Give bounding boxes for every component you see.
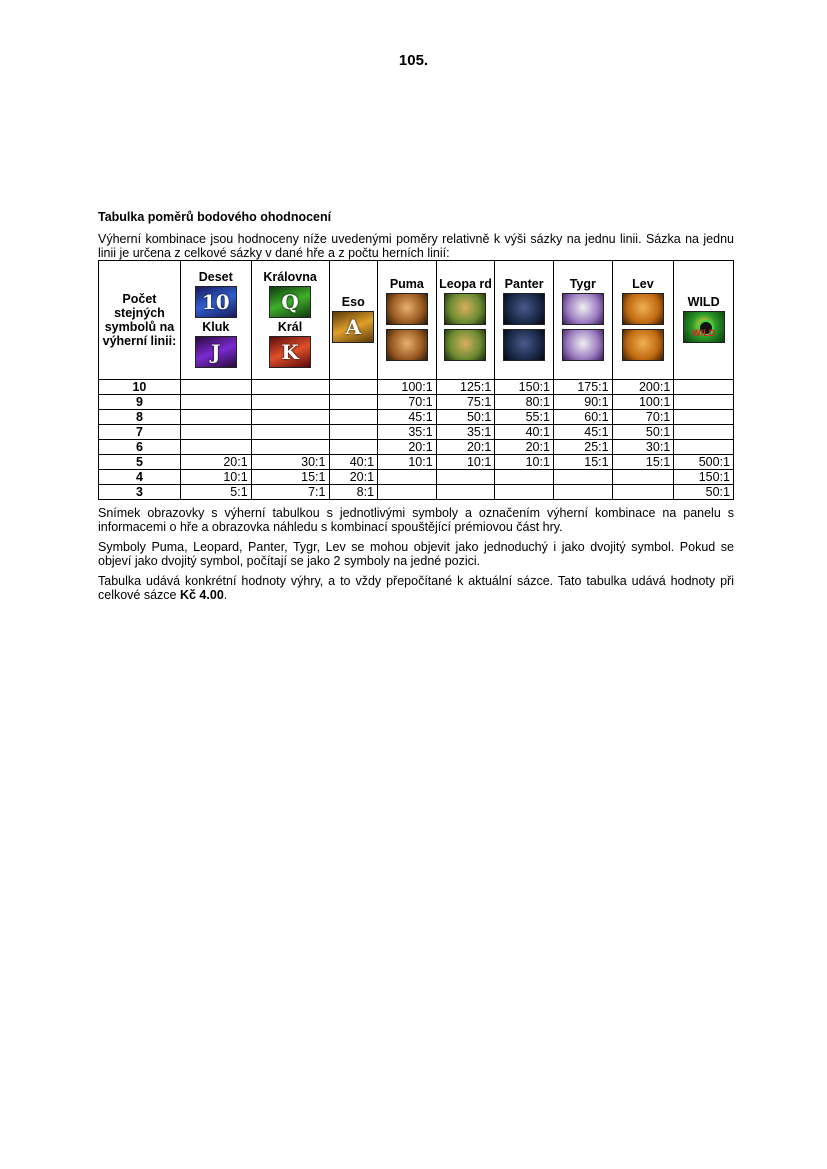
cell-puma: 35:1 [378,425,437,440]
header-kralovna: Královna [263,270,317,284]
table-row [99,485,734,500]
cell-eso [329,440,378,455]
cell-puma [378,485,437,500]
cell-deset-kluk [180,425,251,440]
cell-panter: 55:1 [495,410,554,425]
cell-deset-kluk [180,440,251,455]
header-deset-kluk [180,261,251,380]
row-count: 6 [99,440,181,455]
cell-leopard: 20:1 [436,440,495,455]
header-tygr-label: Tygr [569,277,596,291]
table-row [99,380,734,395]
cell-eso: 40:1 [329,455,378,470]
row-count: 7 [99,425,181,440]
cell-wild [674,395,734,410]
cell-tygr: 175:1 [553,380,612,395]
ten-glyph: 10 [201,290,230,314]
cell-kralovna-kral [251,380,329,395]
wild-eye-icon [683,311,725,343]
leopard-single-icon [444,293,486,325]
screenshot-paragraph: Snímek obrazovky s výherní tabulkou s jednotlivými symboly a označením výherní kombinace na panelu s informacemi o hře a obrazovka náhledu s kombinací spouštějící prémiovou část hry. [98,506,734,534]
header-kluk: Kluk [202,320,230,334]
row-count: 5 [99,455,181,470]
cell-eso [329,410,378,425]
queen-glyph: Q [281,290,299,314]
lion-single-icon [622,293,664,325]
cell-eso [329,395,378,410]
header-kralovna-kral [251,261,329,380]
cell-kralovna-kral [251,425,329,440]
cell-lev: 50:1 [612,425,674,440]
row-count: 3 [99,485,181,500]
header-lev-label: Lev [632,277,654,291]
cell-kralovna-kral: 30:1 [251,455,329,470]
row-count: 10 [99,380,181,395]
cell-lev: 100:1 [612,395,674,410]
table-row [99,455,734,470]
cell-kralovna-kral: 7:1 [251,485,329,500]
cell-lev [612,470,674,485]
tiger-single-icon [562,293,604,325]
cell-wild [674,440,734,455]
values-text: Tabulka udává konkrétní hodnoty výhry, a to vždy přepočítané k aktuální sázce. Tato tabulka udává hodnoty při celkové sázce [98,574,734,602]
values-end: . [223,588,228,602]
page-number: 105. [398,52,429,69]
cell-tygr: 15:1 [553,455,612,470]
ten-symbol-icon [195,286,237,318]
cell-eso: 8:1 [329,485,378,500]
cell-leopard: 35:1 [436,425,495,440]
header-puma-label: Puma [389,277,424,291]
cell-panter: 40:1 [495,425,554,440]
cell-leopard [436,485,495,500]
cell-leopard: 75:1 [436,395,495,410]
table-row [99,425,734,440]
cell-leopard: 125:1 [436,380,495,395]
table-row [99,440,734,455]
table-row [99,470,734,485]
king-glyph: K [281,340,299,364]
ace-glyph: A [345,315,362,339]
cell-tygr [553,485,612,500]
cell-deset-kluk: 10:1 [180,470,251,485]
cell-kralovna-kral [251,395,329,410]
cell-wild: 500:1 [674,455,734,470]
header-deset: Deset [198,270,233,284]
cell-lev: 15:1 [612,455,674,470]
tiger-double-icon [562,329,604,361]
paytable-header-row [99,261,734,380]
puma-double-icon [386,329,428,361]
cell-puma [378,470,437,485]
cell-leopard [436,470,495,485]
cell-tygr: 25:1 [553,440,612,455]
section-heading: Tabulka poměrů bodového ohodnocení [98,210,332,224]
cell-eso [329,380,378,395]
paytable-body [99,380,734,500]
intro-paragraph: Výherní kombinace jsou hodnoceny níže uvedenými poměry relativně k výši sázky na jednu linii. Sázka na jednu linii je určena z celkové sázky v dané hře a z počtu herních linií: [98,232,734,260]
row-count: 9 [99,395,181,410]
puma-single-icon [386,293,428,325]
cell-lev [612,485,674,500]
values-paragraph [98,574,734,602]
cell-wild: 150:1 [674,470,734,485]
cell-lev: 200:1 [612,380,674,395]
cell-deset-kluk [180,395,251,410]
cell-puma: 20:1 [378,440,437,455]
cell-wild [674,380,734,395]
cell-tygr: 90:1 [553,395,612,410]
header-count: Počet stejných symbolů na výherní linii: [99,261,181,380]
jack-symbol-icon [195,336,237,368]
cell-wild: 50:1 [674,485,734,500]
header-panter-label: Panter [504,277,544,291]
cell-tygr: 45:1 [553,425,612,440]
double-symbol-paragraph: Symboly Puma, Leopard, Panter, Tygr, Lev se mohou objevit jako jednoduchý i jako dvojitý symbol. Pokud se objeví jako dvojitý symbol, počítají se jako 2 symboly na jedné pozici. [98,540,734,568]
header-panter [495,261,554,380]
leopard-double-icon [444,329,486,361]
cell-lev: 70:1 [612,410,674,425]
header-eso [329,261,378,380]
paytable [98,260,734,500]
row-count: 4 [99,470,181,485]
cell-lev: 30:1 [612,440,674,455]
cell-deset-kluk: 5:1 [180,485,251,500]
cell-kralovna-kral [251,440,329,455]
cell-kralovna-kral: 15:1 [251,470,329,485]
panther-double-icon [503,329,545,361]
header-lev [612,261,674,380]
header-tygr [553,261,612,380]
cell-puma: 45:1 [378,410,437,425]
cell-panter: 80:1 [495,395,554,410]
table-row [99,410,734,425]
header-kral: Král [277,320,303,334]
cell-deset-kluk: 20:1 [180,455,251,470]
cell-panter: 20:1 [495,440,554,455]
cell-puma: 70:1 [378,395,437,410]
header-eso-label: Eso [341,295,365,309]
row-count: 8 [99,410,181,425]
queen-symbol-icon [269,286,311,318]
header-puma [378,261,437,380]
cell-panter [495,470,554,485]
king-symbol-icon [269,336,311,368]
header-wild-label: WILD [687,295,720,309]
header-leopard [436,261,495,380]
cell-tygr [553,470,612,485]
cell-deset-kluk [180,410,251,425]
header-wild [674,261,734,380]
document-content [98,210,734,608]
cell-eso [329,425,378,440]
cell-eso: 20:1 [329,470,378,485]
panther-single-icon [503,293,545,325]
cell-panter: 150:1 [495,380,554,395]
total-bet-value: Kč 4.00 [179,588,224,602]
wild-glyph: WILD [692,328,716,338]
jack-glyph: J [211,340,221,364]
ace-symbol-icon [332,311,374,343]
cell-tygr: 60:1 [553,410,612,425]
cell-leopard: 50:1 [436,410,495,425]
cell-kralovna-kral [251,410,329,425]
cell-puma: 10:1 [378,455,437,470]
cell-wild [674,410,734,425]
cell-deset-kluk [180,380,251,395]
cell-wild [674,425,734,440]
cell-puma: 100:1 [378,380,437,395]
cell-panter [495,485,554,500]
header-leopard-label: Leopa rd [439,277,492,291]
table-row [99,395,734,410]
cell-leopard: 10:1 [436,455,495,470]
lion-double-icon [622,329,664,361]
cell-panter: 10:1 [495,455,554,470]
